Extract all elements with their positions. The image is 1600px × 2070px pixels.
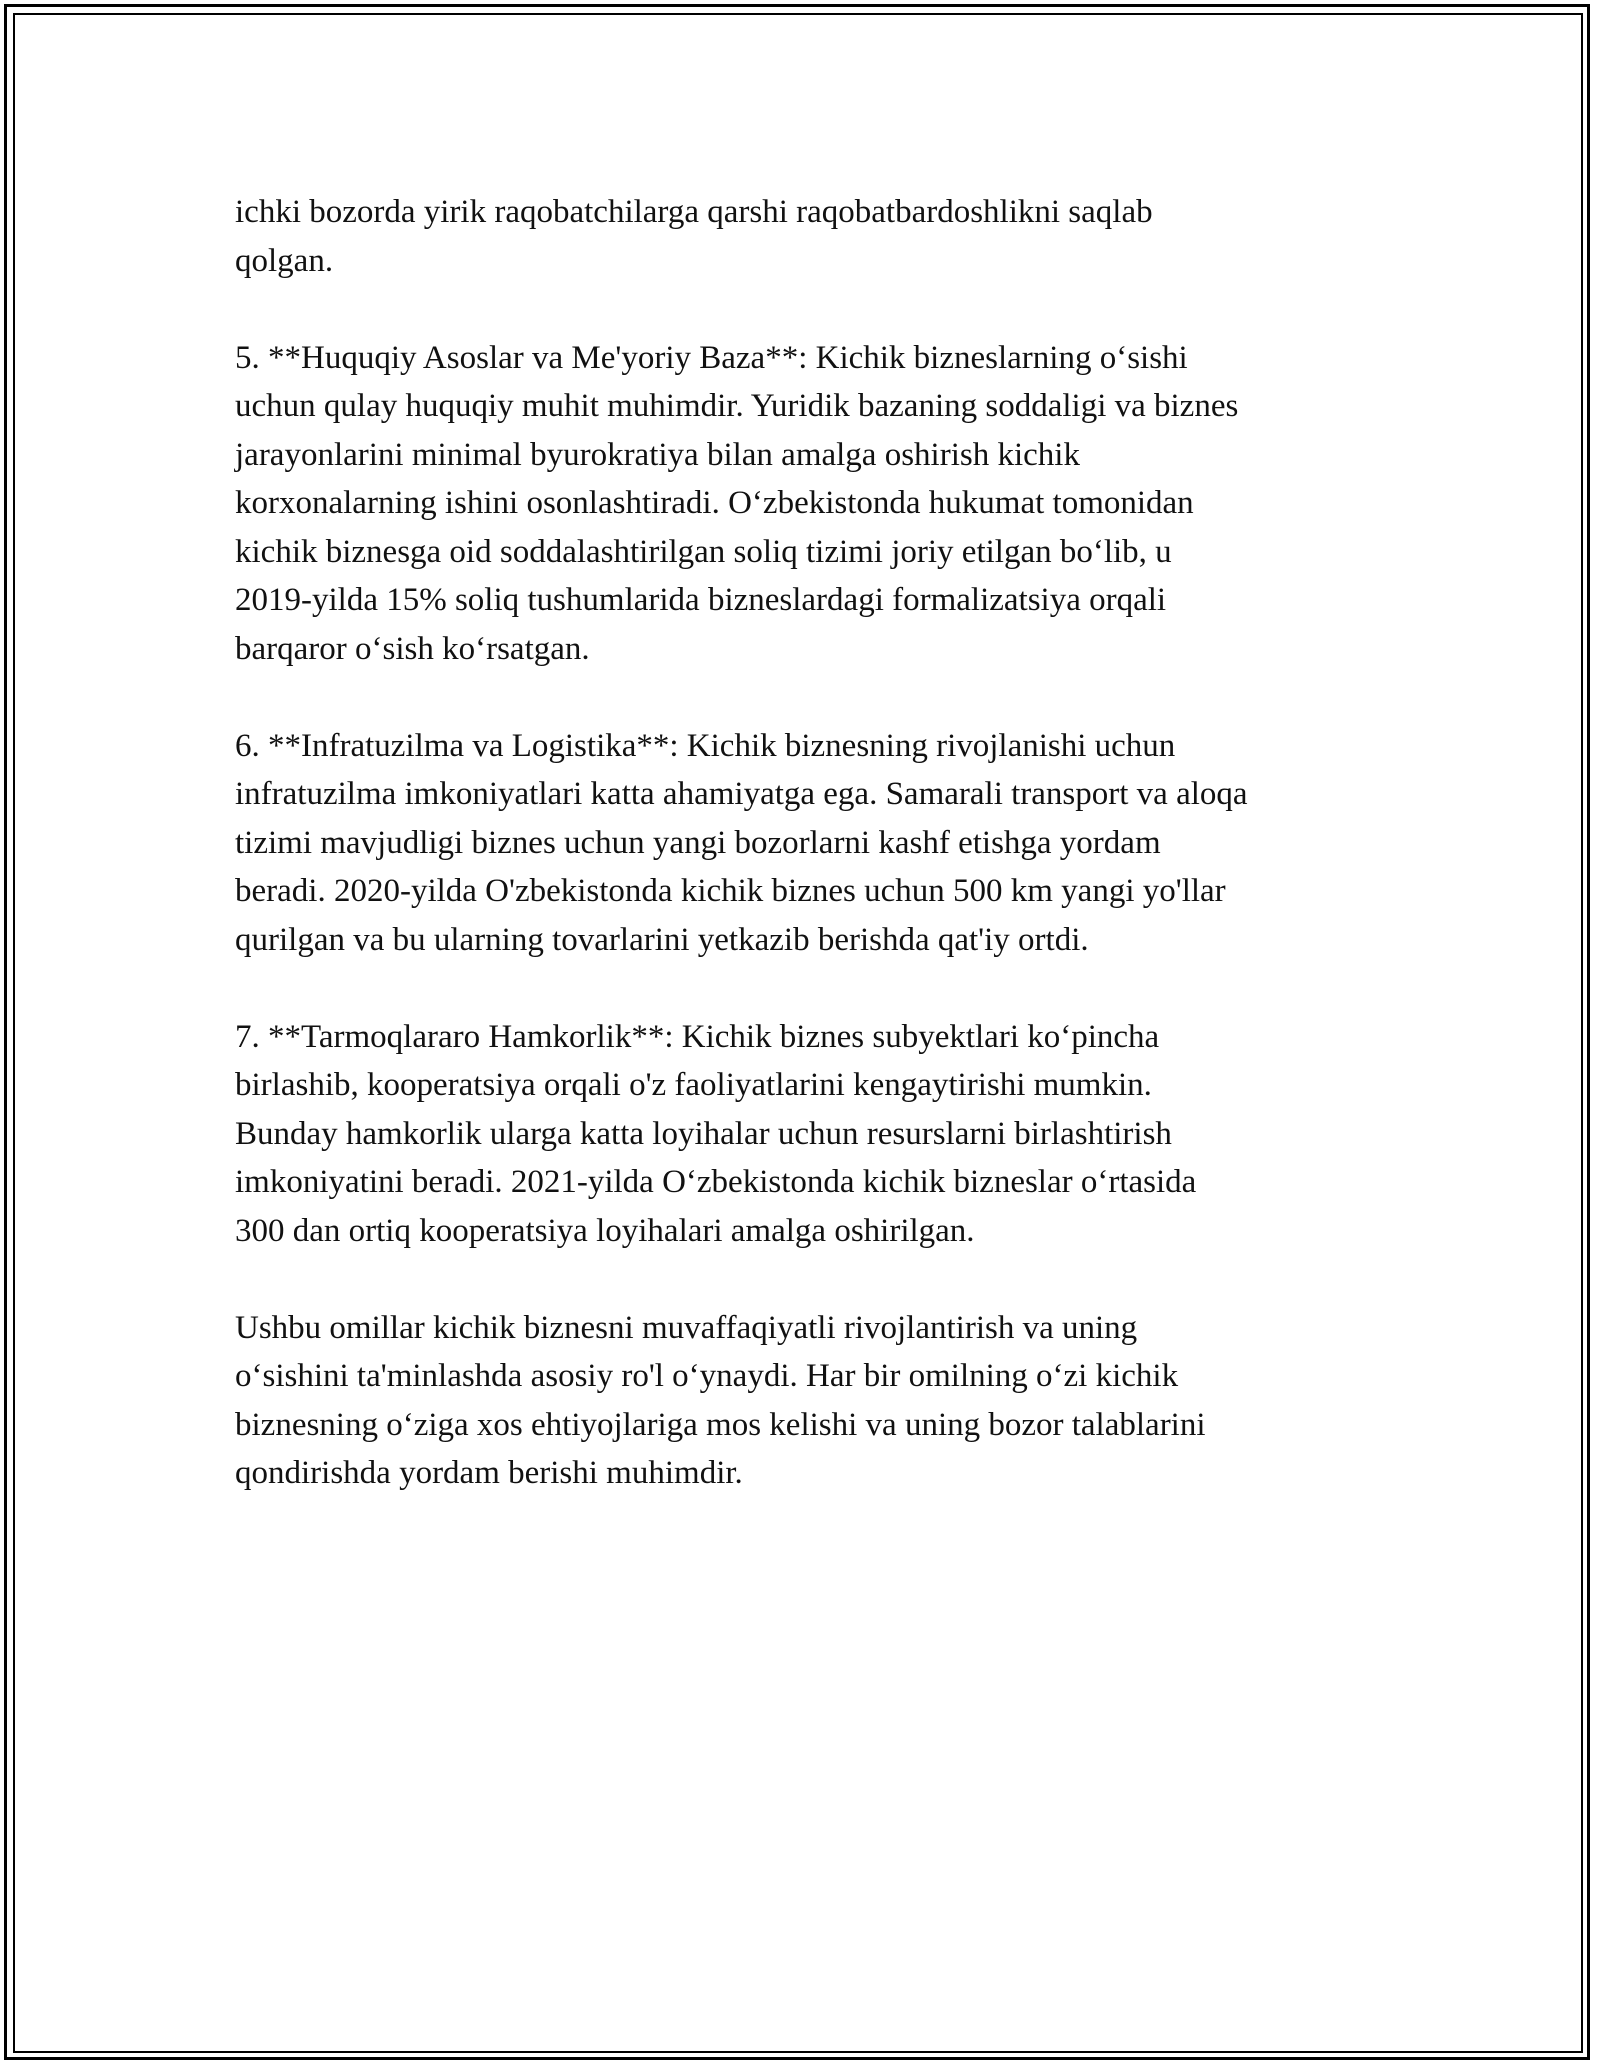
- text-line: qondirishda yordam berishi muhimdir.: [235, 1455, 743, 1491]
- text-line: imkoniyatini beradi. 2021-yilda O‘zbekistonda kichik bizneslar o‘rtasida: [235, 1164, 1197, 1200]
- paragraph-continuation: [235, 188, 1385, 285]
- paragraph-legal-framework: [235, 334, 1385, 674]
- text-line: uchun qulay huquqiy muhit muhimdir. Yuridik bazaning soddaligi va biznes: [235, 388, 1239, 424]
- document-body: [235, 188, 1385, 1546]
- text-line: 7. **Tarmoqlararo Hamkorlik**: Kichik biznes subyektlari ko‘pincha: [235, 1018, 1160, 1055]
- text-line: tizimi mavjudligi biznes uchun yangi bozorlarni kashf etishga yordam: [235, 824, 1161, 861]
- text-line: 6. **Infratuzilma va Logistika**: Kichik biznesning rivojlanishi uchun: [235, 727, 1176, 764]
- paragraph-cooperation: [235, 1013, 1385, 1256]
- text-line: 5. **Huquqiy Asoslar va Me'yoriy Baza**: Kichik bizneslarning o‘sishi: [235, 339, 1188, 376]
- text-line: infratuzilma imkoniyatlari katta ahamiyatga ega. Samarali transport va aloqa: [235, 776, 1248, 812]
- text-line: beradi. 2020-yilda O'zbekistonda kichik biznes uchun 500 km yangi yo'llar: [235, 873, 1226, 909]
- text-line: o‘sishini ta'minlashda asosiy ro'l o‘ynaydi. Har bir omilning o‘zi kichik: [235, 1358, 1179, 1394]
- text-line: qurilgan va bu ularning tovarlarini yetkazib berishda qat'iy ortdi.: [235, 921, 1089, 958]
- text-line: Ushbu omillar kichik biznesni muvaffaqiyatli rivojlantirish va uning: [235, 1309, 1138, 1346]
- text-line: biznesning o‘ziga xos ehtiyojlariga mos kelishi va uning bozor talablarini: [235, 1406, 1206, 1443]
- text-line: korxonalarning ishini osonlashtiradi. O‘zbekistonda hukumat tomonidan: [235, 485, 1194, 521]
- text-line: 2019-yilda 15% soliq tushumlarida bizneslardagi formalizatsiya orqali: [235, 582, 1167, 618]
- text-line: kichik biznesga oid soddalashtirilgan soliq tizimi joriy etilgan bo‘lib, u: [235, 533, 1172, 570]
- text-line: Bunday hamkorlik ularga katta loyihalar uchun resurslarni birlashtirish: [235, 1115, 1172, 1152]
- paragraph-infrastructure: [235, 722, 1385, 965]
- text-line: 300 dan ortiq kooperatsiya loyihalari amalga oshirilgan.: [235, 1212, 975, 1249]
- paragraph-conclusion: [235, 1304, 1385, 1498]
- text-line: barqaror o‘sish ko‘rsatgan.: [235, 630, 590, 667]
- text-line: qolgan.: [235, 242, 334, 279]
- text-line: birlashib, kooperatsiya orqali o'z faoliyatlarini kengaytirishi mumkin.: [235, 1067, 1152, 1103]
- text-line: jarayonlarini minimal byurokratiya bilan amalga oshirish kichik: [235, 436, 1080, 473]
- text-line: ichki bozorda yirik raqobatchilarga qarshi raqobatbardoshlikni saqlab: [235, 194, 1153, 230]
